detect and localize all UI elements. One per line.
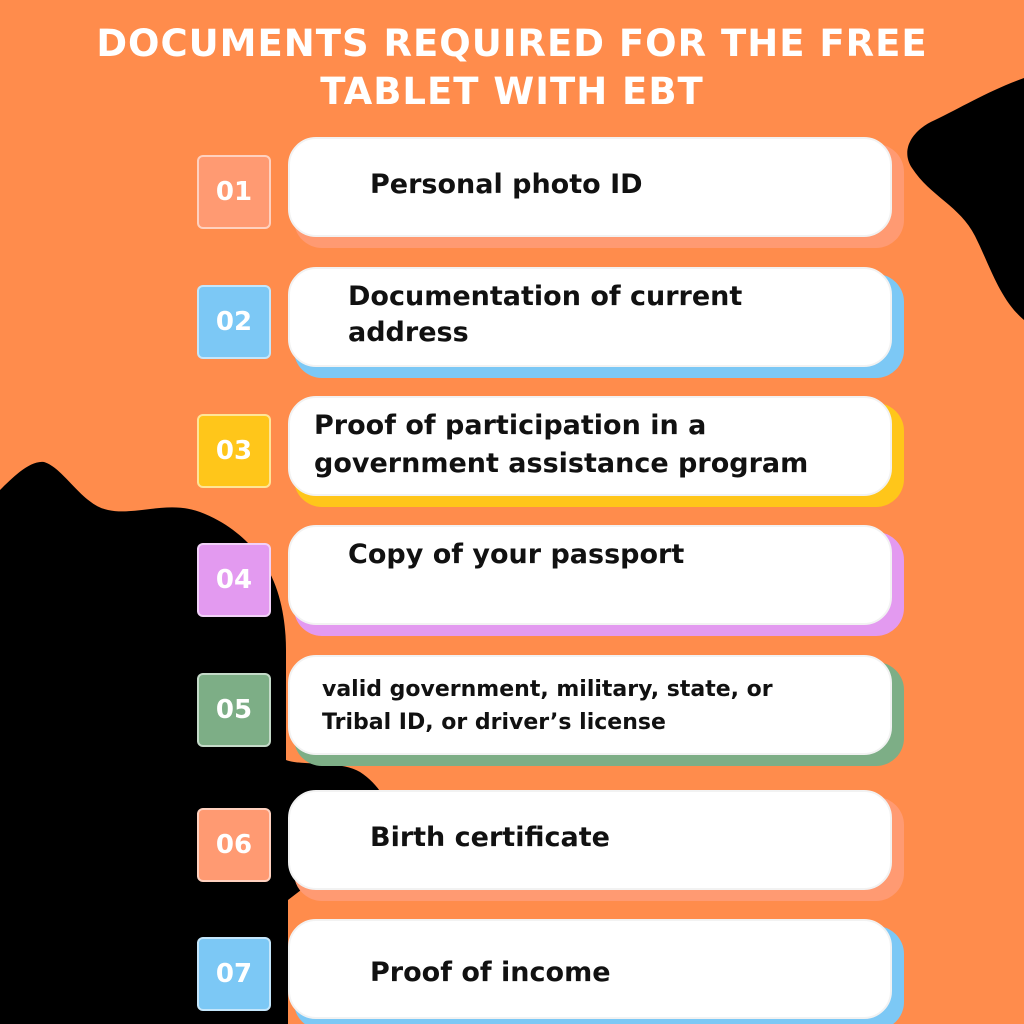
title-line-2: TABLET WITH EBT	[320, 70, 704, 113]
item-number-badge	[197, 808, 271, 882]
item-number: 05	[215, 695, 253, 725]
item-text-line-1: Documentation of current	[348, 281, 743, 312]
document-item-card	[288, 137, 892, 237]
item-text-line-1: Personal photo ID	[370, 169, 643, 200]
item-number-badge	[197, 673, 271, 747]
item-number: 03	[215, 436, 253, 466]
item-text-line-1: Copy of your passport	[348, 539, 685, 570]
item-text-line-1: valid government, military, state, or	[322, 677, 773, 702]
item-number: 06	[215, 830, 253, 860]
item-text-line-1: Proof of income	[370, 957, 611, 988]
item-number: 04	[215, 565, 253, 595]
document-item-card	[288, 919, 892, 1019]
document-item-card	[288, 396, 892, 496]
document-item-card	[288, 655, 892, 755]
item-text-line-2: address	[348, 317, 469, 348]
item-text-line-2: government assistance program	[314, 448, 809, 479]
document-item-card	[288, 267, 892, 367]
item-number: 01	[215, 177, 253, 207]
item-number: 02	[215, 307, 253, 337]
item-number: 07	[215, 959, 253, 989]
item-number-badge	[197, 285, 271, 359]
title-line-1: DOCUMENTS REQUIRED FOR THE FREE	[96, 22, 928, 65]
document-item-card	[288, 790, 892, 890]
item-number-badge	[197, 414, 271, 488]
item-text-line-2: Tribal ID, or driver’s license	[322, 710, 666, 735]
page-title	[40, 20, 984, 116]
item-number-badge	[197, 155, 271, 229]
item-number-badge	[197, 937, 271, 1011]
document-item-card	[288, 525, 892, 625]
item-number-badge	[197, 543, 271, 617]
item-text-line-1: Proof of participation in a	[314, 410, 707, 441]
item-text-line-1: Birth certificate	[370, 822, 610, 853]
